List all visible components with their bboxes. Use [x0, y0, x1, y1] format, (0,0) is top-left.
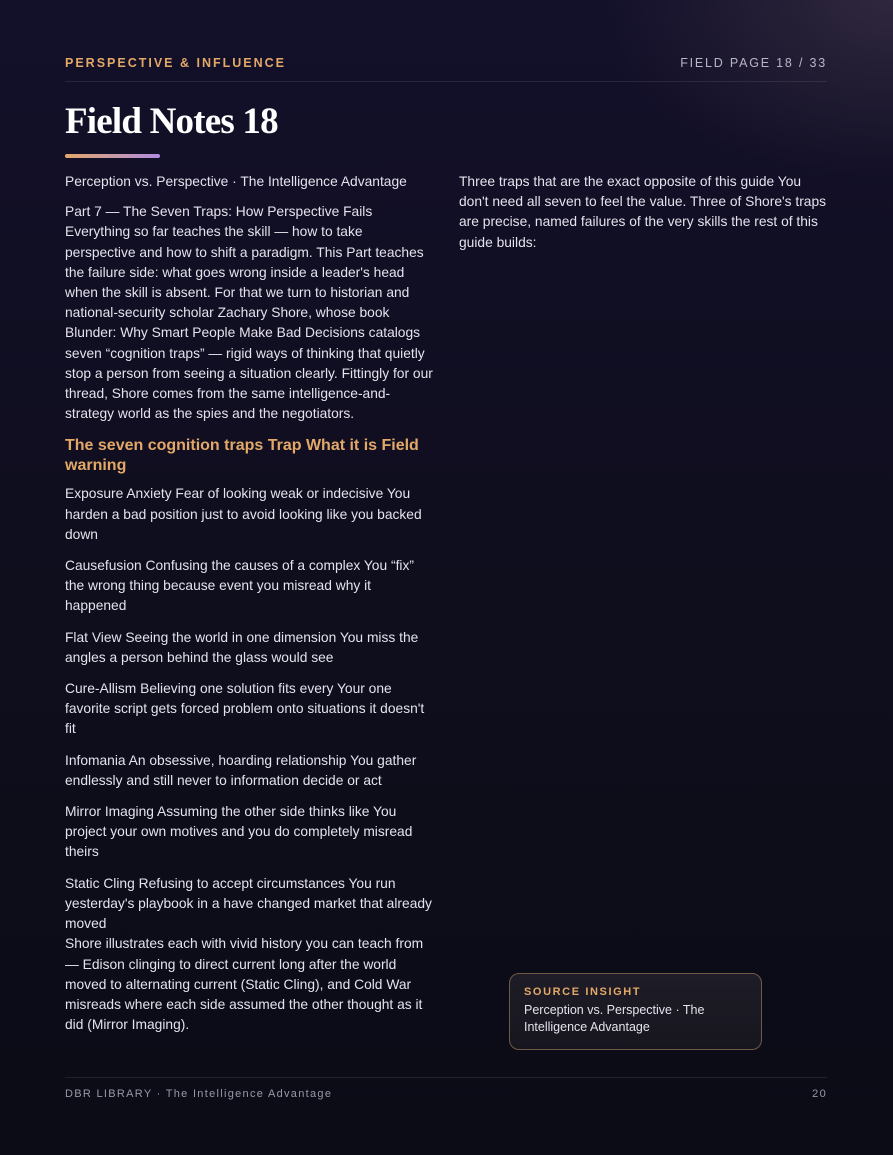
trap-item: Static Cling Refusing to accept circumstances You run yesterday's playbook in a have changed market that already moved [65, 875, 432, 932]
page-title: Field Notes 18 [65, 101, 278, 142]
insight-label: SOURCE INSIGHT [524, 986, 642, 998]
section-kicker: PERSPECTIVE & INFLUENCE [65, 56, 287, 70]
closing-paragraph: Shore illustrates each with vivid history you can teach from — Edison clinging to direct current long after the world moved to alternating current (Static Cling), and Cold War misreads where each side assumed the other thought as it did (Mirror Imaging). [65, 936, 424, 1033]
trap-item: Flat View Seeing the world in one dimension You miss the angles a person behind the glass would see [65, 629, 419, 665]
trap-item: Exposure Anxiety Fear of looking weak or indecisive You harden a bad position just to avoid looking like you backed down [65, 486, 422, 542]
intro-paragraph: Part 7 — The Seven Traps: How Perspective Fails Everything so far teaches the skill — how to take perspective and how to shift a paradigm. This Part teaches the failure side: what goes wrong inside a leader's head when the skill is absent. For that we turn to historian and national-security scholar Zachary Shore, whose book Blunder: Why Smart People Make Bad Decisions catalogs seven “cognition traps” — rigid ways of thinking that quietly stop a person from seeing a situation clearly. Fittingly for our thread, Shore comes from the same intelligence-and-strategy world as the spies and the negotiators. [65, 204, 433, 422]
title-accent-rule [65, 154, 160, 158]
footer-page-number: 20 [812, 1088, 827, 1100]
trap-item: Infomania An obsessive, hoarding relationship You gather endlessly and still never to information decide or act [65, 752, 417, 788]
footer-library-label: DBR LIBRARY · The Intelligence Advantage [65, 1088, 333, 1100]
left-column [65, 172, 433, 1035]
right-column-text: Three traps that are the exact opposite of this guide You don't need all seven to feel the value. Three of Shore's traps are precise, named failures of the very skills the rest of this guide builds: [459, 174, 827, 250]
trap-item: Cure-Allism Believing one solution fits every Your one favorite script gets forced problem onto situations it doesn't fit [65, 681, 425, 737]
trap-list [65, 484, 433, 934]
insight-text: Perception vs. Perspective · The Intelligence Advantage [524, 1003, 705, 1034]
section-heading: The seven cognition traps Trap What it is Field warning [65, 437, 419, 474]
page-counter: FIELD PAGE 18 / 33 [680, 56, 827, 70]
right-column [459, 172, 829, 253]
page-footer [65, 1077, 827, 1107]
page-header [65, 56, 827, 82]
subtitle: Perception vs. Perspective · The Intelligence Advantage [65, 174, 407, 189]
trap-item: Mirror Imaging Assuming the other side thinks like You project your own motives and you do completely misread theirs [65, 804, 413, 860]
trap-item: Causefusion Confusing the causes of a complex You “fix” the wrong thing because event you misread why it happened [65, 558, 414, 614]
source-insight-card [509, 973, 762, 1050]
